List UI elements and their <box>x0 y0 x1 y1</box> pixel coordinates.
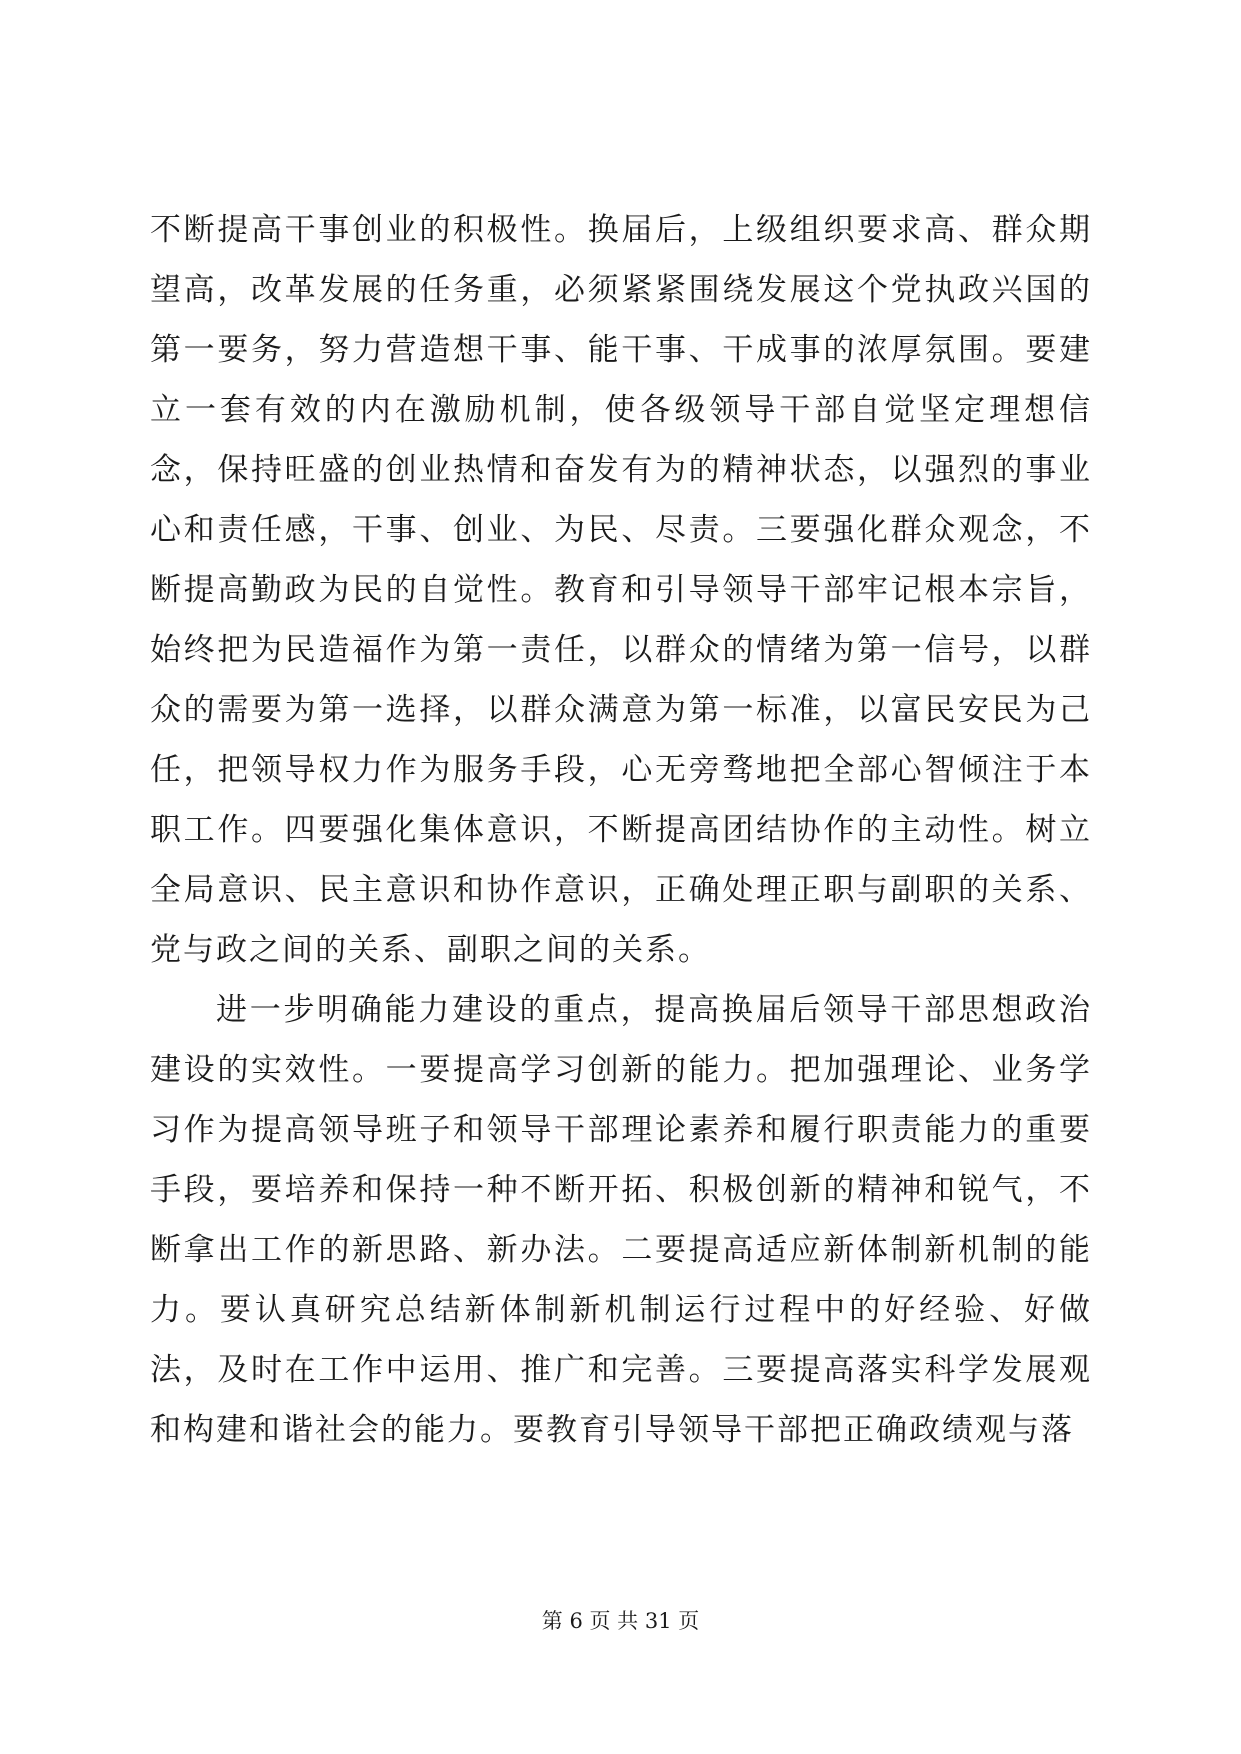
paragraph-continued: 不断提高干事创业的积极性。换届后，上级组织要求高、群众期望高，改革发展的任务重，必须紧紧围绕发展这个党执政兴国的第一要务，努力营造想干事、能干事、干成事的浓厚氛围。要建立一套有效的内在激励机制，使各级领导干部自觉坚定理想信念，保持旺盛的创业热情和奋发有为的精神状态，以强烈的事业心和责任感，干事、创业、为民、尽责。三要强化群众观念，不断提高勤政为民的自觉性。教育和引导领导干部牢记根本宗旨，始终把为民造福作为第一责任，以群众的情绪为第一信号，以群众的需要为第一选择，以群众满意为第一标准，以富民安民为己任，把领导权力作为服务手段，心无旁骛地把全部心智倾注于本职工作。四要强化集体意识，不断提高团结协作的主动性。树立全局意识、民主意识和协作意识，正确处理正职与副职的关系、党与政之间的关系、副职之间的关系。 <box>150 212 1092 968</box>
document-body <box>150 200 1092 1460</box>
paragraph-capacity-building: 进一步明确能力建设的重点，提高换届后领导干部思想政治建设的实效性。一要提高学习创新的能力。把加强理论、业务学习作为提高领导班子和领导干部理论素养和履行职责能力的重要手段，要培养和保持一种不断开拓、积极创新的精神和锐气，不断拿出工作的新思路、新办法。二要提高适应新体制新机制的能力。要认真研究总结新体制新机制运行过程中的好经验、好做法，及时在工作中运用、推广和完善。三要提高落实科学发展观和构建和谐社会的能力。要教育引导领导干部把正确政绩观与落 <box>150 992 1092 1448</box>
page-footer: 第 6 页 共 31 页 <box>541 1609 700 1633</box>
